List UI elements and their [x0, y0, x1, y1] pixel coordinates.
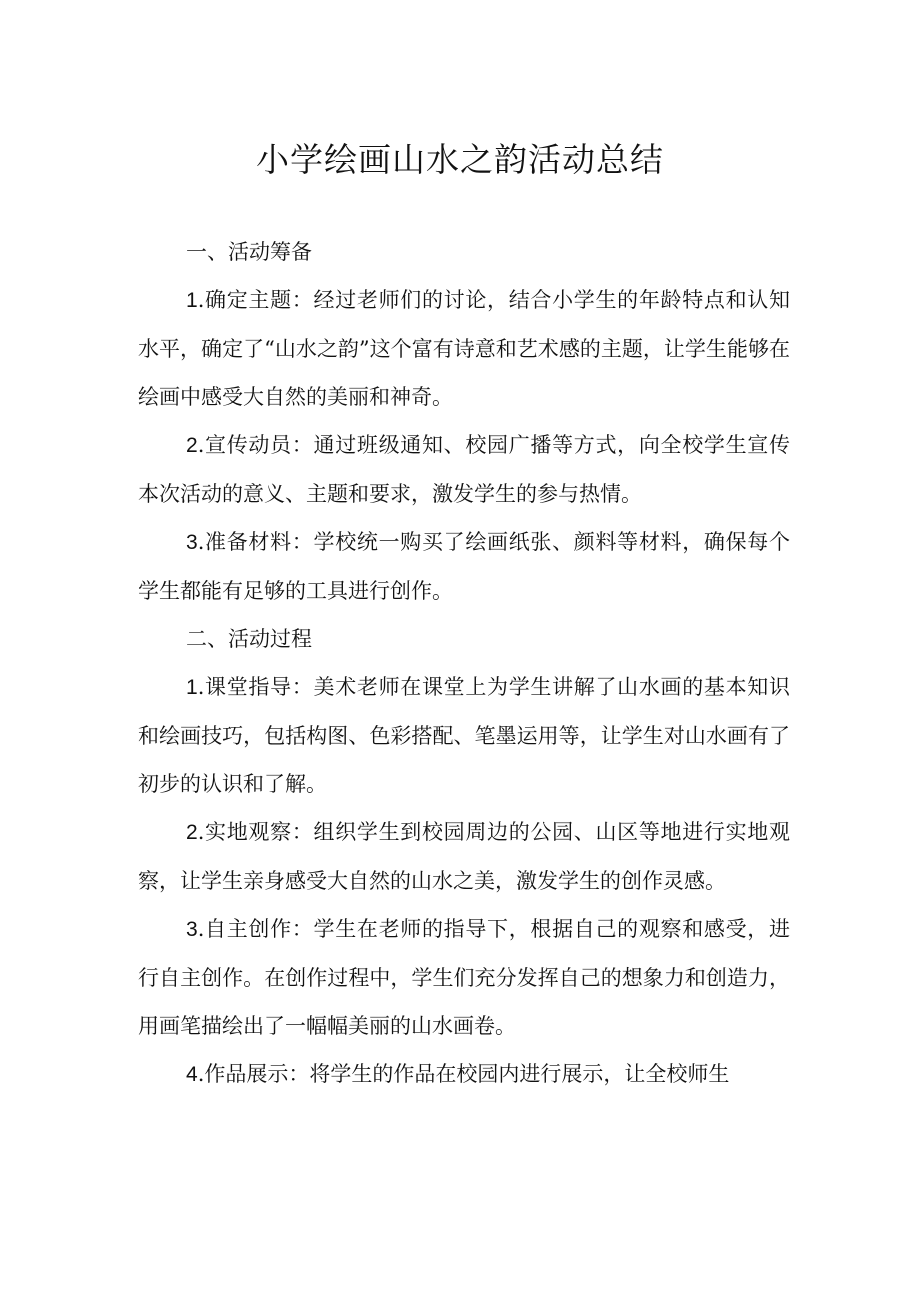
list-item	[138, 421, 790, 518]
item-number: 3	[186, 918, 198, 941]
item-number: 2	[186, 821, 198, 844]
item-text: .准备材料：学校统一购买了绘画纸张、颜料等材料，确保每个学生都能有足够的工具进行创作。	[138, 530, 790, 603]
item-number: 2	[186, 434, 198, 457]
list-item	[138, 808, 790, 905]
item-number: 3	[186, 531, 198, 554]
item-text: .自主创作：学生在老师的指导下，根据自己的观察和感受，进行自主创作。在创作过程中，学生们充分发挥自己的想象力和创造力，用画笔描绘出了一幅幅美丽的山水画卷。	[138, 917, 790, 1038]
item-number: 4	[186, 1063, 198, 1086]
item-text: .作品展示：将学生的作品在校园内进行展示，让全校师生	[197, 1062, 730, 1086]
item-number: 1	[186, 676, 198, 699]
list-item	[138, 905, 790, 1050]
item-text: .确定主题：经过老师们的讨论，结合小学生的年龄特点和认知水平，确定了“山水之韵”这个富有诗意和艺术感的主题，让学生能够在绘画中感受大自然的美丽和神奇。	[138, 288, 790, 409]
list-item	[138, 276, 790, 421]
section-heading: 二、活动过程	[186, 627, 312, 651]
list-item	[138, 518, 790, 615]
item-text: .实地观察：组织学生到校园周边的公园、山区等地进行实地观察，让学生亲身感受大自然的山水之美，激发学生的创作灵感。	[138, 820, 790, 893]
document-body	[138, 228, 790, 1099]
item-text: .宣传动员：通过班级通知、校园广播等方式，向全校学生宣传本次活动的意义、主题和要求，激发学生的参与热情。	[138, 433, 790, 506]
item-text: .课堂指导：美术老师在课堂上为学生讲解了山水画的基本知识和绘画技巧，包括构图、色彩搭配、笔墨运用等，让学生对山水画有了初步的认识和了解。	[138, 675, 790, 796]
list-item	[138, 663, 790, 808]
page-title: 小学绘画山水之韵活动总结	[256, 140, 664, 179]
item-number: 1	[186, 289, 198, 312]
list-item	[138, 1050, 790, 1099]
section-heading: 一、活动筹备	[186, 240, 312, 264]
